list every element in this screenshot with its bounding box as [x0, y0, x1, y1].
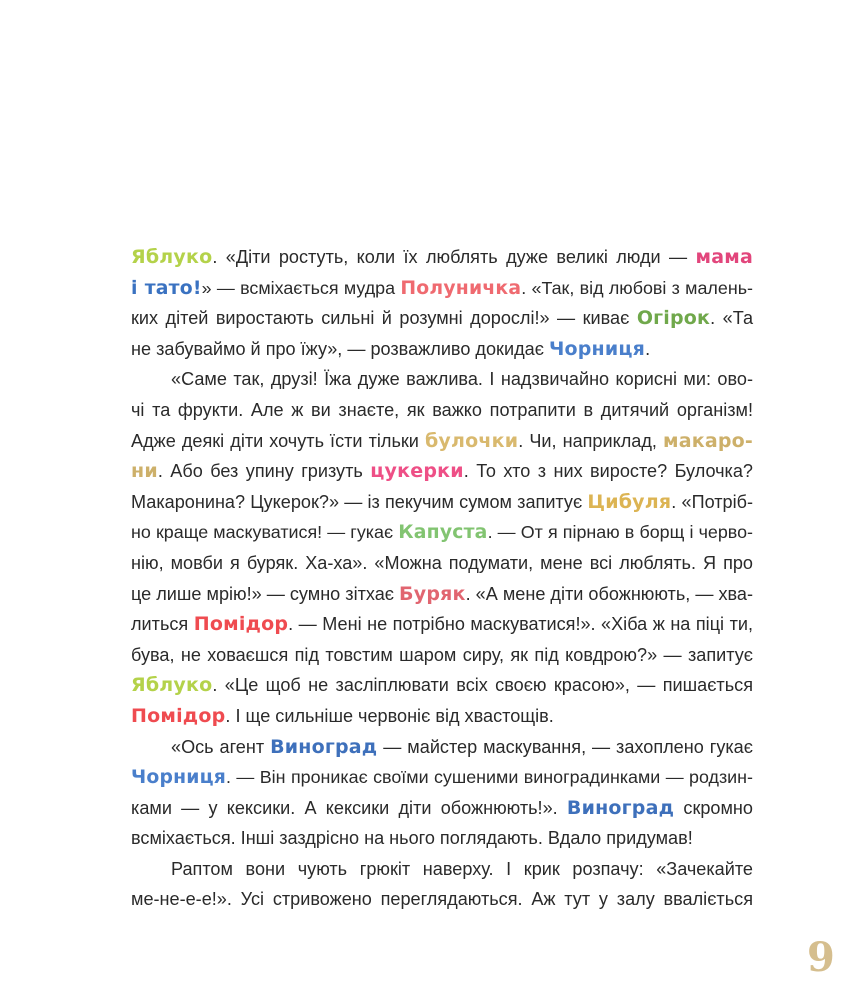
word-pomidor-2: Помідор	[131, 704, 226, 727]
text-line: ких дітей виростають сильні й розумні дорослі!» — киває Огірок. «Та	[131, 307, 754, 330]
word-yabluko-2: Яблуко	[131, 674, 213, 697]
word-chornytsia-2: Чорниця	[131, 767, 227, 789]
story-text	[131, 242, 753, 915]
text-line: литься Помідор. — Мені не потрібно маскуватися!». «Хіба ж на піці ти,	[131, 613, 753, 636]
text-line: Чорниця. — Він проникає своїми сушеними виноградинками — родзин-	[131, 767, 753, 789]
text-line: нію, мовби я буряк. Ха-ха». «Можна подумати, мене всі люблять. Я про	[131, 552, 753, 573]
word-makarony: макаро-	[662, 429, 753, 452]
text-line: Яблуко. «Це щоб не засліплювати всіх своєю красою», — пишається	[131, 674, 753, 697]
word-mama: мама	[695, 246, 753, 268]
text-line: ками — у кексики. А кексики діти обожнюють!». Виноград скромно	[131, 796, 753, 819]
text-line: Раптом вони чують грюкіт наверху. І крик розпачу: «Зачекайте	[171, 858, 753, 879]
word-ohirok: Огірок	[636, 307, 711, 330]
text-line: ни. Або без упину гризуть цукерки. То хто з них виросте? Булочка?	[131, 460, 753, 483]
text-line: всміхається. Інші заздрісно на нього поглядають. Вдало придумав!	[131, 828, 693, 849]
word-tsukerky: цукерки	[370, 460, 464, 483]
word-bulochky: булочки	[424, 429, 519, 452]
text-line: Адже деякі діти хочуть їсти тільки булочки. Чи, наприклад, макаро-	[131, 429, 753, 452]
text-line: не забуваймо й про їжу», — розважливо докидає Чорниця.	[131, 337, 651, 360]
word-buriak: Буряк	[399, 582, 466, 605]
text-line: Яблуко. «Діти ростуть, коли їх люблять дуже великі люди — мама	[131, 246, 753, 268]
word-kapusta: Капуста	[398, 522, 488, 544]
text-line: Макаронина? Цукерок?» — із пекучим сумом запитує Цибуля. «Потріб-	[131, 490, 753, 513]
text-line: бува, не ховаєшся під товстим шаром сиру, як під ковдрою?» — запитує	[131, 644, 753, 665]
text-line: це лише мрію!» — сумно зітхає Буряк. «А мене діти обожнюють, — хва-	[131, 582, 753, 605]
text-line: «Саме так, друзі! Їжа дуже важлива. І надзвичайно корисні ми: ово-	[171, 369, 753, 390]
text-line: Помідор. І ще сильніше червоніє від хвастощів.	[131, 704, 554, 727]
word-pomidor: Помідор	[193, 613, 289, 636]
word-chornytsia: Чорниця	[548, 337, 646, 360]
word-vynohrad: Виноград	[270, 735, 378, 758]
word-vynohrad-2: Виноград	[566, 796, 675, 819]
text-line: і тато!» — всміхається мудра Полуничка. «Так, від любові з малень-	[131, 277, 753, 299]
text-line: но краще маскуватися! — гукає Капуста. — От я пірнаю в борщ і черво-	[131, 522, 753, 544]
page-number: 9	[807, 934, 835, 981]
word-tato: і тато!	[131, 277, 202, 299]
word-makarony-end: ни	[131, 460, 158, 483]
text-line: «Ось агент Виноград — майстер маскування, — захоплено гукає	[171, 735, 753, 758]
word-polunychka: Полуничка	[400, 277, 522, 299]
text-line: чі та фрукти. Але ж ви знаєте, як важко потрапити в дитячий організм!	[131, 399, 753, 420]
text-line: ме-не-е-е!». Усі стривожено переглядаються. Аж тут у залу вваліється	[131, 889, 753, 910]
word-yabluko: Яблуко	[131, 246, 213, 268]
word-tsybulia: Цибуля	[587, 490, 672, 513]
